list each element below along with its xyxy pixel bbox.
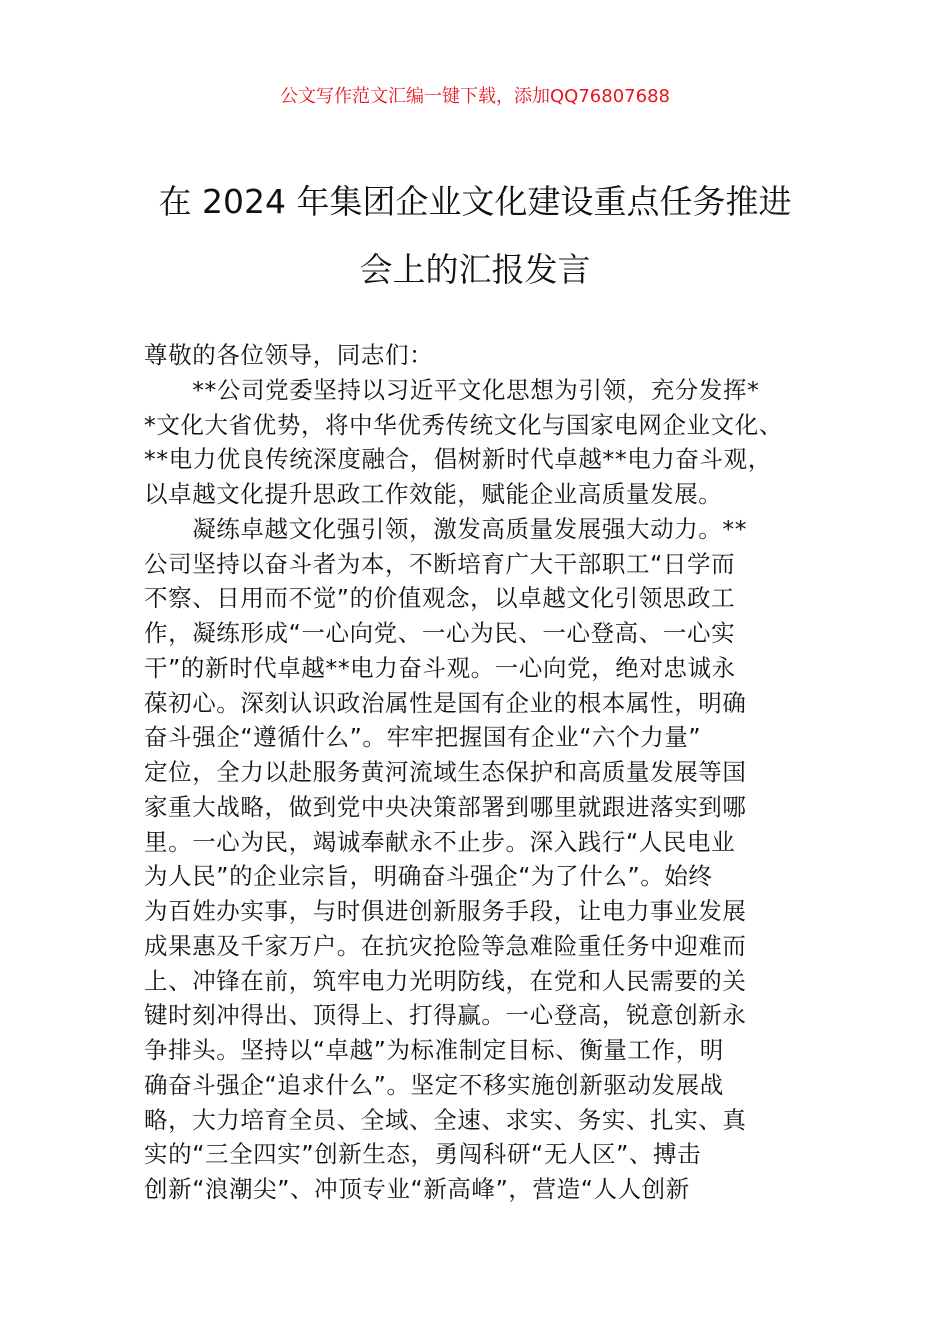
body-text-line: 争排头。坚持以“卓越”为标准制定目标、衡量工作，明 bbox=[144, 1036, 724, 1064]
body-text-line: *文化大省优势，将中华优秀传统文化与国家电网企业文化、 bbox=[144, 410, 783, 439]
body-text-line: 确奋斗强企“追求什么”。坚定不移实施创新驱动发展战 bbox=[144, 1070, 724, 1099]
body-text-line: **公司党委坚持以习近平文化思想为引领，充分发挥* bbox=[144, 375, 760, 404]
body-text-line: 奋斗强企“遵循什么”。牢牢把握国有企业“六个力量” bbox=[144, 723, 702, 752]
body-text-line: 为人民”的企业宗旨，明确奋斗强企“为了什么”。始终 bbox=[144, 862, 713, 891]
body-text-line: 家重大战略，做到党中央决策部署到哪里就跟进落实到哪 bbox=[144, 792, 747, 821]
body-text-line: 键时刻冲得出、顶得上、打得赢。一心登高，锐意创新永 bbox=[144, 1001, 747, 1030]
body-text-line: 以卓越文化提升思政工作效能，赋能企业高质量发展。 bbox=[144, 480, 723, 508]
salutation: 尊敬的各位领导，同志们： bbox=[144, 341, 434, 369]
body-text-line: 作，凝练形成“一心向党、一心为民、一心登高、一心实 bbox=[144, 619, 736, 647]
body-text-line: 不察、日用而不觉”的价值观念，以卓越文化引领思政工 bbox=[144, 584, 736, 613]
document-body bbox=[144, 338, 824, 1207]
body-text-line: 葆初心。深刻认识政治属性是国有企业的根本属性，明确 bbox=[144, 688, 747, 717]
body-text-line: 略，大力培育全员、全域、全速、求实、务实、扎实、真 bbox=[144, 1105, 747, 1134]
body-text-line: 为百姓办实事，与时俱进创新服务手段，让电力事业发展 bbox=[144, 897, 747, 925]
body-text-line: 公司坚持以奋斗者为本，不断培育广大干部职工“日学而 bbox=[144, 549, 736, 578]
body-text-line: **电力优良传统深度融合，倡树新时代卓越**电力奋斗观， bbox=[144, 445, 772, 474]
body-text-line: 成果惠及千家万户。在抗灾抢险等急难险重任务中迎难而 bbox=[144, 931, 747, 960]
document-title-line-2: 会上的汇报发言 bbox=[359, 250, 591, 289]
document-title-line-1: 在 2024 年集团企业文化建设重点任务推进 bbox=[158, 182, 792, 221]
body-text-line: 实的“三全四实”创新生态，勇闯科研“无人区”、搏击 bbox=[144, 1140, 702, 1169]
watermark-header: 公文写作范文汇编一键下载，添加QQ76807688 bbox=[280, 86, 670, 107]
body-text-line: 里。一心为民，竭诚奉献永不止步。深入践行“人民电业 bbox=[144, 827, 736, 856]
body-text-line: 上、冲锋在前，筑牢电力光明防线，在党和人民需要的关 bbox=[144, 966, 747, 995]
body-text-line: 定位，全力以赴服务黄河流域生态保护和高质量发展等国 bbox=[144, 758, 747, 786]
body-text-line: 干”的新时代卓越**电力奋斗观。一心向党，绝对忠诚永 bbox=[144, 653, 736, 682]
body-text-line: 凝练卓越文化强引领，激发高质量发展强大动力。** bbox=[144, 514, 748, 543]
body-text-line: 创新“浪潮尖”、冲顶专业“新高峰”，营造“人人创新 bbox=[144, 1175, 690, 1203]
